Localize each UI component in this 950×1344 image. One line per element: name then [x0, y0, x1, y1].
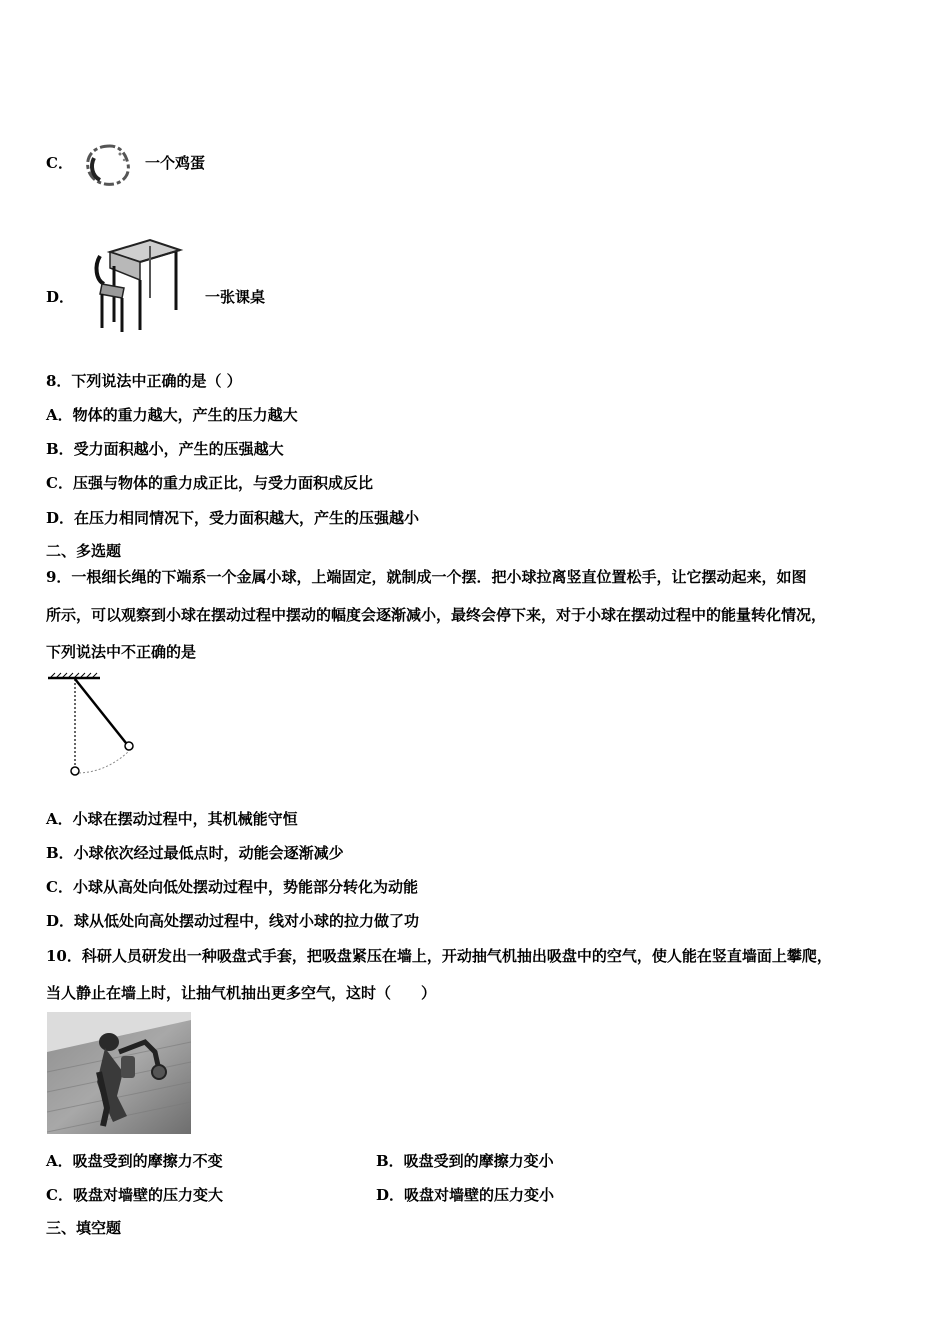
q8-option-d: D．在压力相同情况下，受力面积越大，产生的压强越小: [46, 509, 420, 527]
section-heading-fill-in: 三、填空题: [46, 1219, 122, 1237]
q8-stem: 8．下列说法中正确的是（ ）: [46, 372, 242, 390]
q10-option-c: C．吸盘对墙壁的压力变大: [46, 1186, 223, 1204]
q10-stem-line1: 10．科研人员研发出一种吸盘式手套，把吸盘紧压在墙上，开动抽气机抽出吸盘中的空气，使人能在竖直墙面上攀爬，: [46, 947, 832, 965]
q7-option-c-text: 一个鸡蛋: [145, 154, 206, 172]
school-desk-image: [88, 236, 186, 334]
egg-image: [80, 140, 136, 190]
q9-stem-line2: 所示，可以观察到小球在摆动过程中摆动的幅度会逐渐减小，最终会停下来，对于小球在摆动过程中的能量转化情况，: [46, 606, 827, 624]
q10-stem-line2: 当人静止在墙上时，让抽气机抽出更多空气，这时（ ）: [46, 984, 437, 1002]
q8-option-c: C．压强与物体的重力成正比，与受力面积成反比: [46, 474, 373, 492]
q10-option-a: A．吸盘受到的摩擦力不变: [46, 1152, 223, 1170]
q7-option-d-text: 一张课桌: [205, 288, 266, 306]
q8-option-a: A．物体的重力越大，产生的压力越大: [46, 406, 298, 424]
q9-option-a: A．小球在摆动过程中，其机械能守恒: [46, 810, 298, 828]
section-heading-multiple-choice: 二、多选题: [46, 542, 122, 560]
q9-option-d: D．球从低处向高处摆动过程中，线对小球的拉力做了功: [46, 912, 420, 930]
q10-option-d: D．吸盘对墙壁的压力变小: [376, 1186, 555, 1204]
q9-stem-line1: 9．一根细长绳的下端系一个金属小球，上端固定，就制成一个摆．把小球拉离竖直位置松手，让它摆动起来，如图: [46, 568, 807, 586]
q9-option-b: B．小球依次经过最低点时，动能会逐渐减少: [46, 844, 344, 862]
q10-option-b: B．吸盘受到的摩擦力变小: [376, 1152, 554, 1170]
q9-option-c: C．小球从高处向低处摆动过程中，势能部分转化为动能: [46, 878, 418, 896]
q7-option-c-letter: C．: [46, 154, 73, 172]
q8-option-b: B．受力面积越小，产生的压强越大: [46, 440, 284, 458]
wall-climbing-photo: [47, 1012, 191, 1134]
pendulum-diagram: [44, 672, 144, 782]
q7-option-d-letter: D．: [46, 288, 75, 306]
q9-stem-line3: 下列说法中不正确的是: [46, 643, 197, 661]
